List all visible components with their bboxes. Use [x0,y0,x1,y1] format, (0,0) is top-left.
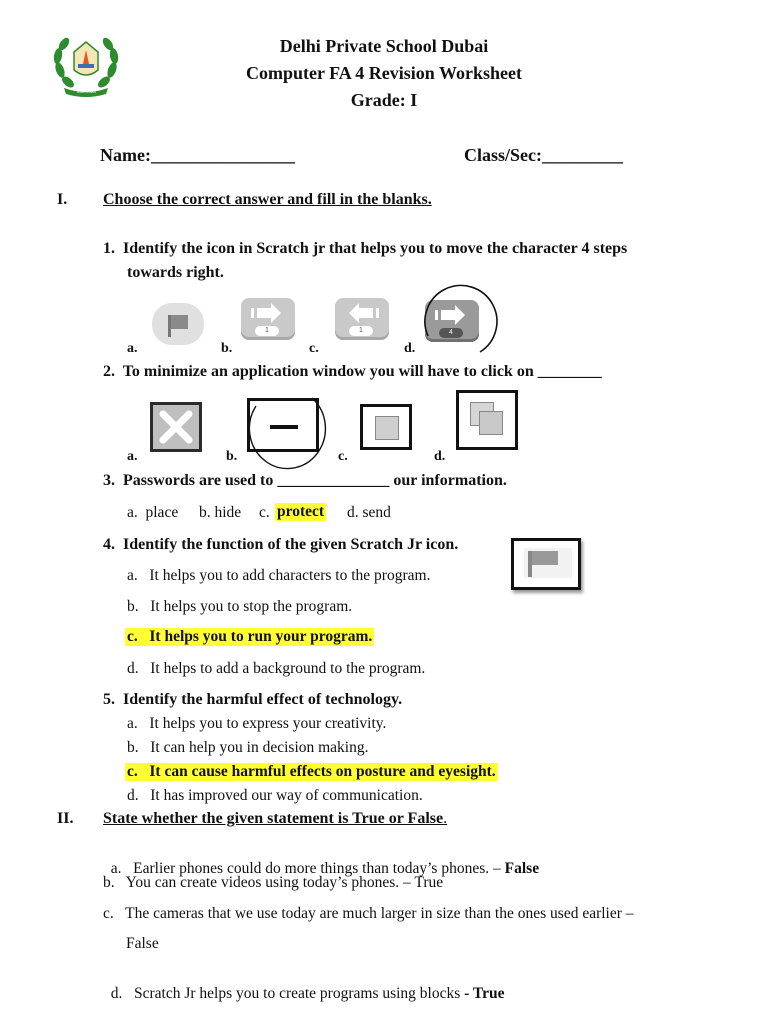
answer-circle-q1 [418,276,502,362]
q3-option-b: b. hide [199,504,242,521]
maximize-window-icon[interactable] [360,404,412,450]
q4-option-d: d. It helps to add a background to the program. [127,660,426,677]
tf-statement-d [103,967,504,1003]
q1-d-count: 4 [439,328,463,338]
q2-option-c-label: c. [338,449,348,464]
square-icon [375,416,399,440]
q4-option-a: a. It helps you to add characters to the program. [127,567,431,584]
q4-correct-answer: c. It helps you to run your program. [127,628,373,645]
q5-option-d: d. It has improved our way of communication. [127,787,423,804]
flag-icon [152,303,204,345]
section-1-numeral: I. [57,191,68,208]
tf-statement-b: b. You can create videos using today’s phones. – True [103,874,444,891]
move-left-block-icon[interactable] [335,298,389,340]
section-2-numeral: II. [57,810,74,827]
q1-option-b-label: b. [221,341,233,356]
q1-option-a-label: a. [127,341,138,356]
q2-option-b-label: b. [226,449,238,464]
section-2-heading-period: . [443,810,448,827]
q2-option-a-label: a. [127,449,138,464]
q1-text: 1. Identify the icon in Scratch jr that helps you to move the character 4 steps [103,240,628,257]
q2-option-d-label: d. [434,449,446,464]
close-window-icon[interactable] [150,402,202,452]
q1-option-c-label: c. [309,341,319,356]
q5-text: 5. Identify the harmful effect of technology. [103,691,403,708]
q3-option-a: a. place [127,504,179,521]
name-field[interactable]: Name:________________ [100,145,295,165]
q3-text: 3. Passwords are used to ______________ our information. [103,472,507,489]
q5-option-b: b. It can help you in decision making. [127,739,369,756]
section-1-heading: Choose the correct answer and fill in the blanks. [103,191,432,208]
tf-statement-c: c. The cameras that we use today are much larger in size than the ones used earlier – [103,905,634,922]
tf-d-text: d. Scratch Jr helps you to create programs using blocks [110,985,465,1002]
scratch-flag-icon-box [511,538,581,590]
q3-option-d: d. send [347,504,391,521]
tf-a-text: a. Earlier phones could do more things than today’s phones. – [110,860,505,877]
tf-statement-c-answer: False [126,935,159,952]
answer-circle-q2 [244,384,328,474]
school-name: Delhi Private School Dubai [279,36,489,56]
q1-b-count: 1 [255,326,279,336]
restore-window-icon[interactable] [456,390,518,450]
worksheet-title: Computer FA 4 Revision Worksheet [245,63,522,83]
tf-d-answer: - True [464,985,505,1002]
q4-text: 4. Identify the function of the given Scratch Jr icon. [103,536,459,553]
q1-c-count: 1 [349,326,373,336]
tf-statement-a [103,842,539,878]
class-section-field[interactable]: Class/Sec:_________ [464,145,623,165]
q5-correct-answer: c. It can cause harmful effects on posture and eyesight. [127,763,496,780]
section-2-heading-text: State whether the given statement is True or False [103,810,444,827]
flag-icon [514,541,578,587]
green-flag-block-icon[interactable] [152,303,204,345]
grade-label: Grade: I [350,90,418,110]
tf-a-answer: False [504,860,540,877]
q3-correct-answer: protect [277,503,325,520]
q2-text: 2. To minimize an application window you will have to click on ________ [103,363,602,380]
section-2-heading [103,810,447,828]
q5-option-a: a. It helps you to express your creativity. [127,715,387,732]
q4-option-b: b. It helps you to stop the program. [127,598,353,615]
x-icon [153,405,199,449]
q1-text-line2: towards right. [127,264,224,281]
q3-option-c-label: c. [259,504,270,521]
restore-front-square-icon [479,411,503,435]
q1-option-d-label: d. [404,341,416,356]
move-right-block-icon[interactable] [241,298,295,340]
logo-motto: TAMSOMA [76,89,96,94]
